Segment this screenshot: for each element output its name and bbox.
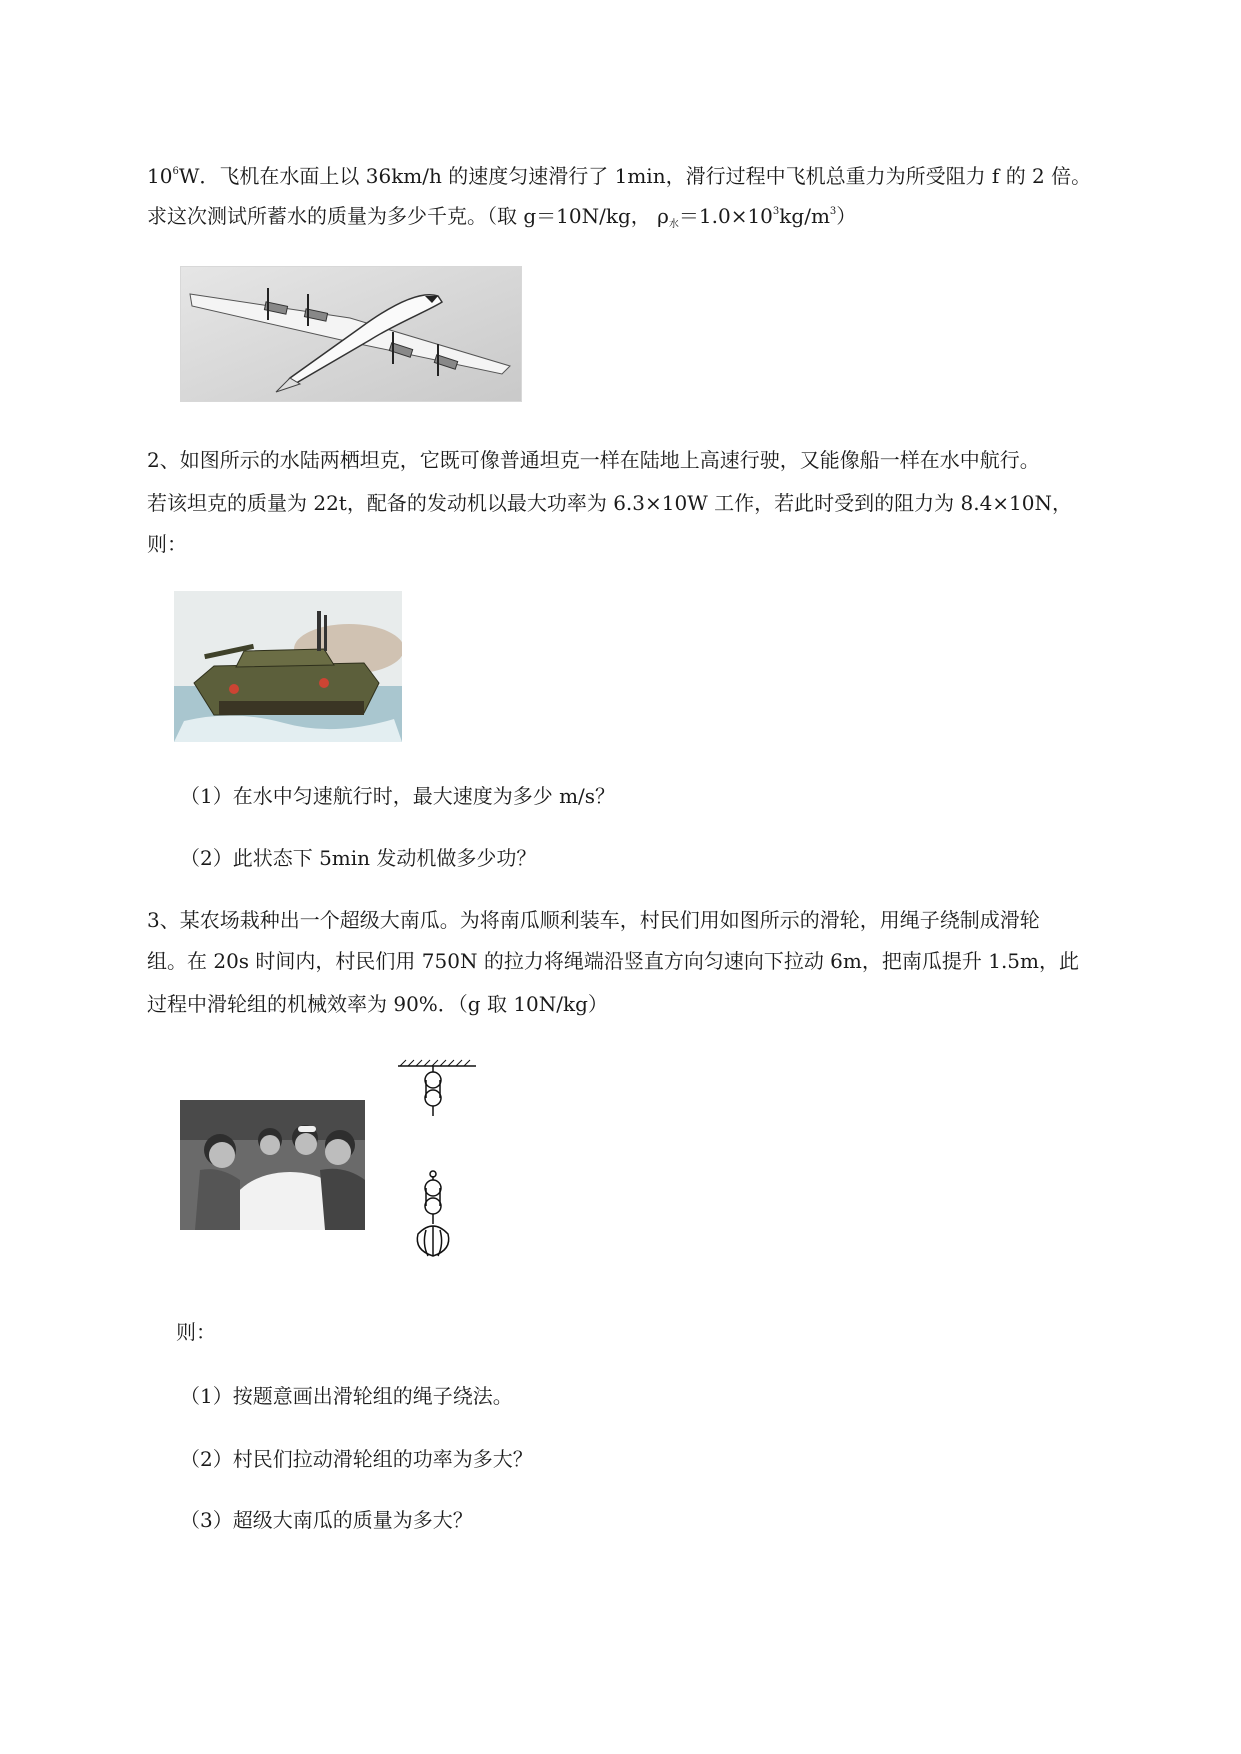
amphibious-tank-photo bbox=[174, 591, 402, 742]
q1-superscript: 3 bbox=[772, 206, 780, 217]
q3-subquestion-2: （2）村民们拉动滑轮组的功率为多大？ bbox=[180, 1447, 533, 1471]
q1-text: 求这次测试所蓄水的质量为多少千克。（取 g＝10N/kg， ρ bbox=[147, 204, 669, 228]
q1-line-2 bbox=[147, 197, 856, 240]
seaplane-photo bbox=[180, 266, 522, 402]
q2-subquestion-2: （2）此状态下 5min 发动机做多少功？ bbox=[180, 846, 537, 870]
q1-superscript: 6 bbox=[172, 166, 179, 177]
q3-then: 则： bbox=[176, 1320, 216, 1344]
q2-line-3: 则： bbox=[147, 532, 187, 556]
q2-line-2: 若该坦克的质量为 22t，配备的发动机以最大功率为 6.3×10W 工作，若此时受到的阻力为 8.4×10N， bbox=[147, 491, 1072, 515]
q1-superscript: 3 bbox=[829, 206, 837, 217]
q3-line-3: 过程中滑轮组的机械效率为 90%．（g 取 10N/kg） bbox=[147, 992, 608, 1016]
q3-line-2: 组。在 20s 时间内，村民们用 750N 的拉力将绳端沿竖直方向匀速向下拉动 6m，把南瓜提升 1.5m，此 bbox=[147, 949, 1079, 973]
q3-subquestion-1: （1）按题意画出滑轮组的绳子绕法。 bbox=[180, 1384, 513, 1408]
q1-text: kg/m bbox=[779, 204, 830, 228]
q1-line-1 bbox=[147, 157, 1091, 191]
q1-subscript: 水 bbox=[668, 219, 679, 230]
q3-line-1: 3、某农场栽种出一个超级大南瓜。为将南瓜顺利装车，村民们用如图所示的滑轮，用绳子绕制成滑轮 bbox=[147, 908, 1040, 932]
q3-subquestion-3: （3）超级大南瓜的质量为多大？ bbox=[180, 1508, 473, 1532]
q2-subquestion-1: （1）在水中匀速航行时，最大速度为多少 m/s？ bbox=[180, 784, 616, 808]
q1-text: ） bbox=[836, 204, 857, 228]
villagers-pumpkin-photo bbox=[180, 1100, 365, 1230]
q1-text: ＝1.0×10 bbox=[678, 204, 773, 228]
q1-text: 10 bbox=[147, 164, 173, 188]
pulley-diagram bbox=[396, 1058, 478, 1264]
q2-line-1: 2、如图所示的水陆两栖坦克，它既可像普通坦克一样在陆地上高速行驶，又能像船一样在水中航行。 bbox=[147, 448, 1040, 472]
q1-text: W．飞机在水面上以 36km/h 的速度匀速滑行了 1min，滑行过程中飞机总重力为所受阻力 f 的 2 倍。 bbox=[178, 164, 1092, 188]
